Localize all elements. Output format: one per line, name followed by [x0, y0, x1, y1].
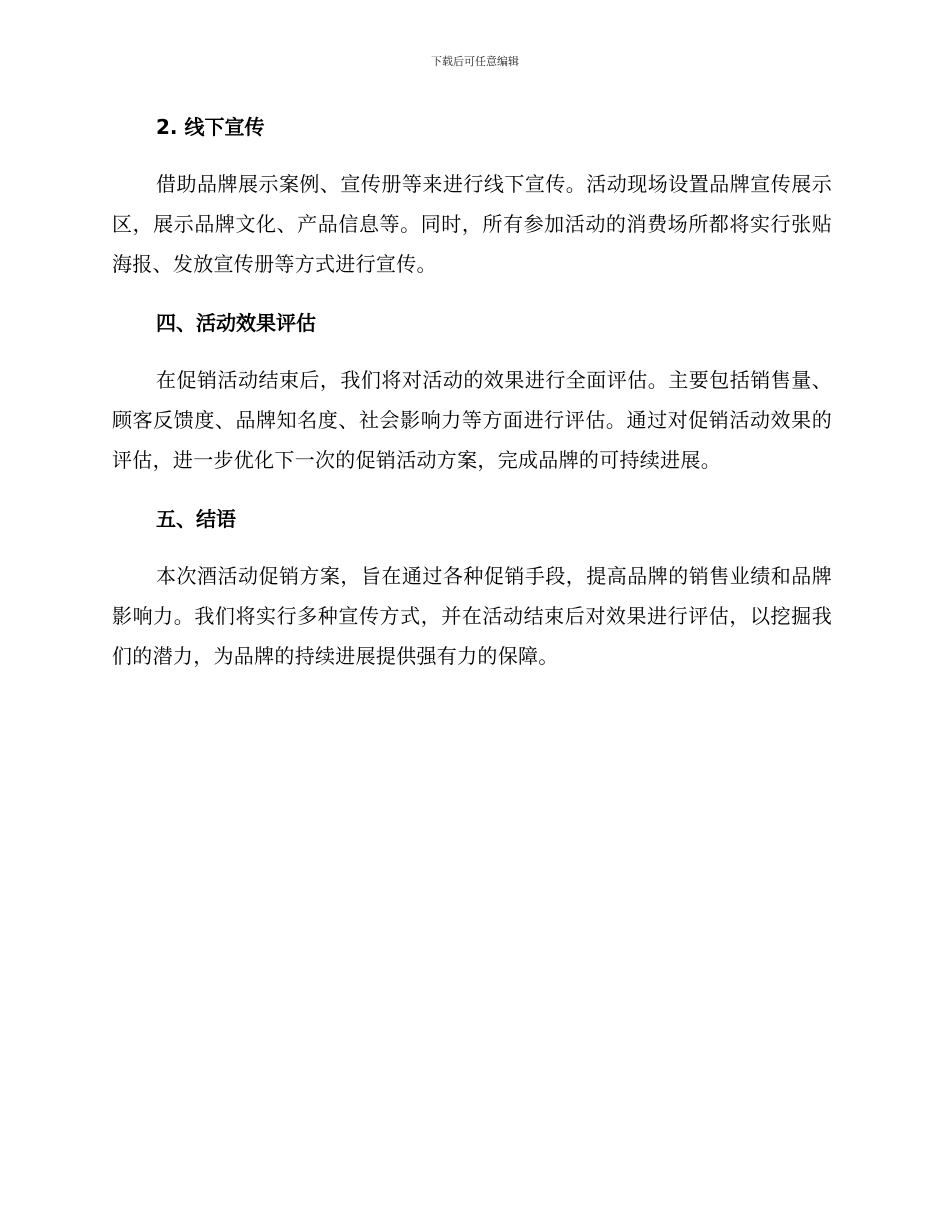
section-heading-offline-promotion: 2. 线下宣传: [156, 115, 265, 139]
section-heading-conclusion: 五、结语: [156, 507, 236, 531]
section-paragraph-effect-evaluation: 在促销活动结束后，我们将对活动的效果进行全面评估。主要包括销售量、顾客反馈度、品牌知名度、社会影响力等方面进行评估。通过对促销活动效果的评估，进一步优化下一次的促销活动方案，完成品牌的可持续进展。: [112, 368, 832, 472]
section-paragraph-offline-promotion: 借助品牌展示案例、宣传册等来进行线下宣传。活动现场设置品牌宣传展示区，展示品牌文化、产品信息等。同时，所有参加活动的消费场所都将实行张贴海报、发放宣传册等方式进行宣传。: [112, 172, 832, 276]
section-paragraph-conclusion: 本次酒活动促销方案，旨在通过各种促销手段，提高品牌的销售业绩和品牌影响力。我们将实行多种宣传方式，并在活动结束后对效果进行评估，以挖掘我们的潜力，为品牌的持续进展提供强有力的保障。: [112, 564, 832, 668]
document-body: [112, 110, 832, 676]
section-heading-effect-evaluation: 四、活动效果评估: [156, 311, 316, 335]
header-note: 下载后可任意编辑: [431, 55, 519, 68]
